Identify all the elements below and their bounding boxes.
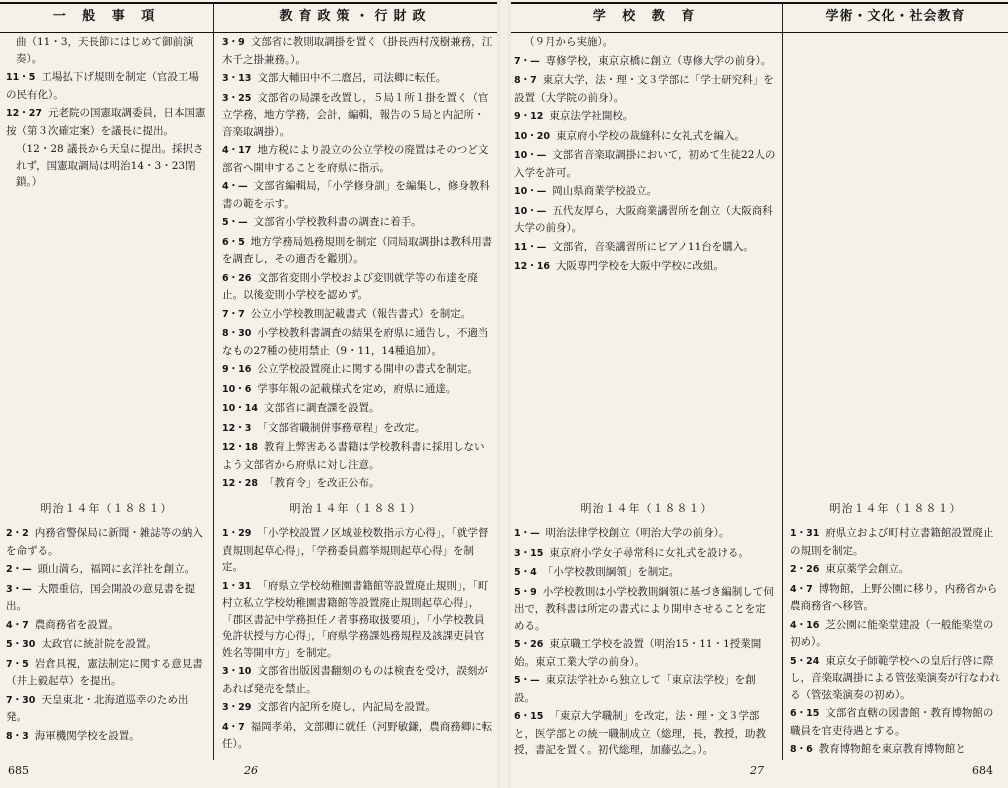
entry-text: 東京大学，法・理・文３学部に「学士研究科」を設置（大学院の前身）。	[514, 74, 774, 104]
chronology-entry	[222, 34, 494, 68]
chronology-entry	[514, 525, 776, 543]
entry-date: 3・13	[222, 73, 252, 84]
chronology-entry	[222, 578, 494, 662]
page-number: 26	[244, 764, 258, 777]
entry-date: 12・18	[222, 442, 258, 453]
policy-entries-1881	[222, 525, 494, 755]
chronology-entry	[222, 475, 494, 493]
chronology-entry	[790, 617, 1002, 651]
chronology-entry	[6, 656, 208, 690]
entry-text: 文部省直轄の図書館・教育博物館の職員を官吏待遇とする。	[790, 707, 994, 737]
entry-date: 8・30	[222, 328, 252, 339]
entry-date: 3・9	[222, 37, 245, 48]
page-number: 685	[8, 764, 29, 777]
entry-text: 専修学校，東京京橋に創立（専修大学の前身）。	[545, 54, 772, 67]
entry-text: 大阪専門学校を大阪中学校に改組。	[555, 260, 724, 272]
page-number: 27	[750, 764, 764, 777]
entry-text: 太政官に統計院を設置。	[41, 638, 157, 650]
entry-text: 教育上弊害ある書籍は学校教科書に採用しないよう文部省から府県に対し注意。	[222, 441, 485, 471]
chronology-entry	[222, 270, 494, 304]
entry-date: 10・—	[514, 205, 547, 217]
entry-text: 文部省小学校教科書の調査に着手。	[253, 216, 422, 228]
entry-date: 4・7	[6, 619, 29, 631]
chronology-entry	[514, 108, 776, 126]
chronology-entry	[222, 699, 494, 717]
entry-date: 3・10	[222, 666, 252, 677]
entry-date: 7・7	[222, 308, 245, 320]
entry-date: 10・20	[514, 130, 550, 142]
chronology-entry	[6, 581, 208, 615]
entry-text: 東京府小学女子尋常科に女礼式を設ける。	[549, 546, 749, 559]
chronology-entry	[790, 741, 1002, 759]
entry-text: 工場払下げ規則を制定（官設工場の民有化）。	[6, 71, 199, 101]
chronology-entry	[514, 53, 776, 71]
entry-date: 4・7	[222, 721, 245, 733]
entry-date: 7・30	[6, 694, 36, 706]
entry-date: 5・26	[514, 639, 544, 650]
year-heading: 明治１４年（１８８１）	[289, 502, 422, 515]
entry-text: 「小学校教則綱領」を制定。	[542, 566, 680, 578]
chronology-entry	[514, 636, 776, 670]
entry-date: 3・15	[514, 547, 544, 559]
entry-text: 「教育令」を改正公布。	[263, 477, 380, 489]
entry-text: 文部省に教則取調掛を置く（掛長西村茂樹兼務，江木千之掛兼務。）。	[222, 36, 493, 66]
chronology-entry	[514, 708, 776, 759]
entry-text: 東京府小学校の裁縫科に女礼式を編入。	[555, 129, 745, 142]
entry-text: （９月から実施）。	[524, 36, 614, 48]
entry-date: 2・—	[6, 564, 32, 575]
entry-text: 学事年報の記載様式を定め，府県に通達。	[257, 382, 457, 395]
entry-date: 1・31	[790, 528, 820, 539]
entry-text: 東京法学社から独立して「東京法学校」を創設。	[514, 674, 756, 704]
entry-text: 教育博物館を東京教育博物館と	[818, 743, 966, 755]
chronology-entry	[6, 617, 208, 635]
entry-text: 頭山満ら，福岡に玄洋社を創立。	[37, 563, 196, 575]
entry-text: 五代友厚ら，大阪商業講習所を創立（大阪商科大学の前身）。	[514, 204, 773, 234]
entry-date: 10・—	[514, 186, 547, 197]
year-heading: 明治１４年（１８８１）	[580, 502, 713, 515]
entry-text: 大隈重信，国会開設の意見書を提出。	[6, 582, 196, 612]
entry-date: 4・16	[790, 619, 820, 631]
chronology-entry	[790, 561, 1002, 579]
header-culture: 学術・文化・社会教育	[825, 9, 966, 24]
entry-text: 「府県立学校幼稚園書籍館等設置廃止規則」，「町村立私立学校幼稚園書籍館等設置廃止規則起草心得」，「郡区書記中学務担任ノ者事務取扱要項」，「小学校教員免許状授与方心得」，「府県学務課処務規程及該課吏員官姓名等開申方」を制定。	[222, 579, 489, 659]
entry-date: 5・—	[514, 675, 540, 686]
chronology-entry	[790, 705, 1002, 739]
chronology-entry	[514, 258, 776, 276]
entry-text: 府県立および町村立書籍館設置廃止の規則を制定。	[790, 527, 994, 557]
entry-text: 文部省音楽取調掛において，初めて生徒22人の入学を許可。	[514, 149, 776, 179]
entry-text: 文部省の局課を改置し，５局１所１掛を置く（官立学務，地方学務，会計，編輯，報告の５局と内記所・音楽取調掛）。	[222, 91, 489, 138]
entry-date: 8・7	[514, 75, 537, 86]
entry-text: 「文部省職制併事務章程」を改定。	[257, 421, 426, 434]
entry-text: 地方税により設立の公立学校の廃置はそのつど文部省へ開申することを府県に指示。	[222, 144, 489, 174]
chronology-entry	[514, 128, 776, 146]
entry-text: 東京薬学会創立。	[825, 563, 910, 575]
chronology-entry	[514, 564, 776, 582]
entry-date: 2・2	[6, 528, 29, 539]
entry-date: 12・16	[514, 261, 550, 272]
entry-date: 1・29	[222, 528, 252, 539]
entry-date: 11・—	[514, 241, 547, 253]
chronology-entry	[222, 178, 494, 212]
chronology-entry	[6, 69, 208, 103]
entry-date: 9・12	[514, 111, 544, 122]
chronology-entry	[222, 525, 494, 576]
entry-date: 5・24	[790, 655, 820, 667]
entry-text: 文部大輔田中不二麿呂，司法卿に転任。	[257, 72, 447, 84]
entry-date: 6・15	[790, 708, 820, 719]
year-heading: 明治１４年（１８８１）	[40, 502, 173, 515]
chronology-entry	[514, 183, 776, 201]
entry-date: 8・3	[6, 730, 29, 742]
entry-text: 東京職工学校を設置（明治15・11・1授業開始。東京工業大学の前身）。	[514, 638, 762, 668]
chronology-entry	[222, 400, 494, 418]
column-divider	[213, 2, 214, 760]
entry-text: （12・28 議長から天皇に提出。採択されず，国憲取調局は明治14・3・23閉鎖。）	[16, 143, 204, 188]
entry-date: 7・—	[514, 55, 540, 67]
entry-text: 明治法律学校創立（明治大学の前身）。	[545, 527, 730, 539]
entry-text: 公立小学校教則記載書式（報告書式）を制定。	[250, 307, 472, 320]
column-divider	[782, 2, 783, 760]
chronology-entry	[790, 581, 1002, 615]
entry-text: 芝公園に能楽堂建設（一般能楽堂の初め）。	[790, 618, 994, 648]
entry-text: 福岡孝弟，文部卿に就任（河野敏鎌，農商務卿に転任）。	[222, 720, 493, 750]
chronology-entry	[514, 584, 776, 635]
entry-date: 10・6	[222, 383, 252, 395]
chronology-entry	[222, 439, 494, 473]
entry-text: 「東京大学職制」を改定，法・理・文３学部と，医学部との統一職制成立（総理，長，教授，助教授，書記を置く。初代総理，加藤弘之。）。	[514, 710, 766, 756]
entry-date: 3・29	[222, 702, 252, 713]
chronology-entry	[6, 636, 208, 654]
entry-text: 文部省変則小学校および変則就学等の布達を廃止。以後変則小学校を認めず。	[222, 271, 478, 301]
chronology-entry	[222, 381, 494, 399]
chronology-entry	[222, 663, 494, 697]
chronology-entry	[222, 234, 494, 268]
entry-date: 10・14	[222, 403, 258, 414]
chronology-entry	[6, 692, 208, 726]
entry-text: 博物館，上野公園に移り，内務省から農商務省へ移管。	[790, 582, 998, 612]
entry-date: 5・—	[222, 217, 248, 228]
entry-text: 文部省編輯局，「小学修身訓」を編集し，修身教科書の範を示す。	[222, 180, 490, 210]
entry-date: 11・5	[6, 72, 36, 83]
entry-text: 内務省警保局に新聞・雑誌等の納入を命ずる。	[6, 527, 203, 557]
chronology-entry	[222, 325, 494, 359]
entry-text: 岩倉具視，憲法制定に関する意見書（井上毅起草）を提出。	[6, 657, 203, 687]
chronology-entry	[514, 545, 776, 563]
entry-date: 4・—	[222, 181, 248, 192]
chronology-entry	[514, 72, 776, 106]
school-entries-1880	[514, 34, 776, 278]
header-school: 学 校 教 育	[592, 9, 701, 24]
entry-date: 12・28	[222, 478, 258, 489]
entry-date: 6・5	[222, 236, 245, 248]
entry-date: 5・4	[514, 567, 537, 578]
entry-text: 岡山県商業学校設立。	[552, 185, 658, 197]
book-gutter	[497, 0, 511, 788]
chronology-entry	[514, 203, 776, 237]
entry-date: 2・26	[790, 564, 820, 575]
chronology-entry	[6, 561, 208, 579]
entry-date: 5・9	[514, 586, 537, 598]
chronology-entry	[222, 70, 494, 88]
policy-entries-1880	[222, 34, 494, 495]
entry-text: 小学校教則は小学校教則綱領に基づき編制して伺出で，教科書は所定の書式により開申させることを定める。	[514, 585, 774, 632]
chronology-entry	[222, 214, 494, 232]
header-policy: 教育政策・行財政	[279, 9, 432, 24]
entry-text: 小学校教科書調査の結果を府県に通告し，不適当なもの27種の使用禁止（9・11，14種追加）。	[222, 327, 489, 357]
chronology-entry	[6, 34, 208, 67]
entry-text: 曲（11・3，天長節にはじめて御前演奏）。	[16, 36, 194, 65]
entry-text: 文部省，音楽講習所にピアノ11台を購入。	[552, 240, 754, 253]
entry-text: 東京女子師範学校への皇后行啓に際し，音楽取調掛による管弦楽演奏が行なわれる（管弦楽演奏の初め）。	[790, 654, 1000, 701]
entry-text: 文部省出版図書翻刻のものは検査を受け，誤刻があれば発売を禁止。	[222, 665, 488, 695]
entry-date: 9・16	[222, 364, 252, 375]
chronology-entry	[222, 420, 494, 438]
chronology-entry	[222, 361, 494, 379]
chronology-entry	[514, 239, 776, 257]
chronology-entry	[514, 34, 776, 51]
entry-date: 3・25	[222, 92, 252, 104]
chronology-entry	[6, 728, 208, 746]
entry-date: 8・6	[790, 744, 813, 755]
entry-date: 4・17	[222, 145, 252, 156]
chronology-entry	[222, 142, 494, 176]
chronology-entry	[222, 306, 494, 324]
entry-date: 3・—	[6, 583, 32, 595]
page-number: 684	[972, 764, 993, 777]
chronology-entry	[790, 525, 1002, 559]
chronology-entry	[6, 141, 208, 191]
entry-text: 「小学校設置ノ区域並校数指示方心得」，「就学督責規則起草心得」，「学務委員薦挙規則起草心得」を制定。	[222, 527, 489, 573]
chronology-entry	[6, 525, 208, 559]
culture-entries-1881	[790, 525, 1002, 761]
entry-text: 文部省内記所を廃し，内記局を設置。	[257, 701, 436, 713]
chronology-entry	[514, 147, 776, 181]
year-heading: 明治１４年（１８８１）	[829, 502, 962, 515]
entry-text: 地方学務局処務規則を制定（同局取調掛は教科用書を調査し，その適否を鑑別）。	[222, 235, 493, 265]
entry-date: 6・26	[222, 272, 252, 284]
chronology-entry	[514, 672, 776, 706]
entry-date: 6・15	[514, 711, 544, 722]
general-entries-1880	[6, 34, 208, 193]
entry-date: 4・7	[790, 583, 813, 595]
general-entries-1881	[6, 525, 208, 747]
entry-date: 1・—	[514, 528, 540, 539]
entry-date: 5・30	[6, 639, 36, 650]
entry-date: 12・27	[6, 108, 42, 119]
entry-text: 文部省に調査課を設置。	[263, 402, 380, 414]
entry-date: 7・5	[6, 658, 29, 670]
entry-date: 12・3	[222, 422, 252, 434]
chronology-entry	[222, 90, 494, 141]
entry-date: 1・31	[222, 580, 252, 592]
header-general: 一 般 事 項	[52, 9, 161, 24]
chronology-entry	[790, 653, 1002, 704]
entry-date: 10・—	[514, 150, 547, 161]
chronology-entry	[222, 719, 494, 753]
entry-text: 農商務省を設置。	[34, 618, 119, 631]
entry-text: 公立学校設置廃止に関する開申の書式を制定。	[257, 363, 478, 375]
school-entries-1881	[514, 525, 776, 761]
chronology-entry	[6, 105, 208, 139]
entry-text: 東京法学社開校。	[549, 110, 634, 122]
entry-text: 元老院の国憲取調委員，日本国憲按（第３次確定案）を議長に提出。	[6, 107, 206, 137]
entry-text: 海軍機関学校を設置。	[34, 729, 140, 742]
entry-text: 天皇東北・北海道巡幸のため出発。	[6, 693, 189, 723]
